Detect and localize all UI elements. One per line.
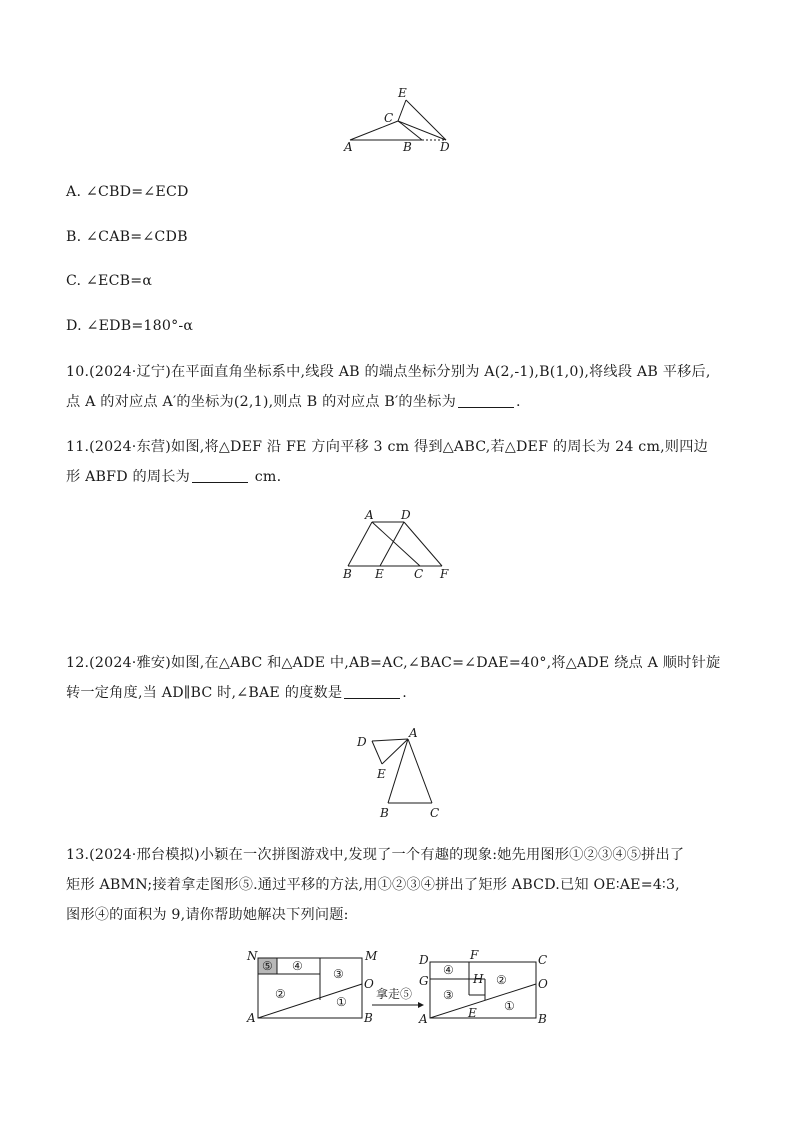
option-c: C. ∠ECB=α <box>66 273 153 289</box>
label-B: B <box>380 806 389 820</box>
label-N: N <box>247 949 258 963</box>
figure-rotated-triangles <box>350 724 450 820</box>
label-C: C <box>538 953 548 967</box>
label-D: D <box>419 953 429 967</box>
piece-4: ④ <box>292 959 303 973</box>
q10-line2-text: 点 A 的对应点 A′的坐标为(2,1),则点 B 的对应点 B′的坐标为 <box>66 394 456 410</box>
q12-line2 <box>66 683 407 703</box>
piece-3: ③ <box>333 967 344 981</box>
q13-line3: 图形④的面积为 9,请你帮助她解决下列问题: <box>66 907 349 923</box>
piece-1: ① <box>336 995 347 1009</box>
label-F: F <box>470 948 479 962</box>
label-E: E <box>398 86 407 100</box>
label-B: B <box>364 1011 373 1025</box>
q10-line1: 10.(2024·辽宁)在平面直角坐标系中,线段 AB 的端点坐标分别为 A(2,-1),B(1,0),将线段 AB 平移后, <box>66 364 711 380</box>
figure-rectangle-puzzle <box>242 948 562 1030</box>
label-F: F <box>440 567 449 581</box>
q10-line2-end: . <box>515 394 521 410</box>
label-O: O <box>364 977 374 991</box>
label-E: E <box>468 1006 477 1020</box>
q13-line1: 13.(2024·邢台模拟)小颖在一次拼图游戏中,发现了一个有趣的现象:她先用图形①②③④⑤拼出了 <box>66 847 685 863</box>
label-O: O <box>538 977 548 991</box>
label-H: H <box>473 972 484 986</box>
label-D: D <box>440 140 450 154</box>
q10-line2 <box>66 392 521 412</box>
label-C: C <box>430 806 440 820</box>
piece-5: ⑤ <box>262 959 273 973</box>
label-D: D <box>401 508 411 522</box>
label-E: E <box>377 767 386 781</box>
label-D: D <box>357 735 367 749</box>
piece-1: ① <box>504 999 515 1013</box>
label-B: B <box>343 567 352 581</box>
q11-line2-end: cm. <box>250 469 282 485</box>
arrow-label: 拿走⑤ <box>376 987 413 1001</box>
label-C: C <box>384 111 394 125</box>
label-A: A <box>344 140 353 154</box>
option-b: B. ∠CAB=∠CDB <box>66 229 188 245</box>
label-A: A <box>247 1011 256 1025</box>
q12-line2-end: . <box>402 685 407 701</box>
label-C: C <box>414 567 424 581</box>
piece-3: ③ <box>443 988 454 1002</box>
label-B: B <box>538 1012 547 1026</box>
figure-triangle-ecd <box>336 84 466 156</box>
figure-translated-triangles <box>336 506 460 584</box>
q11-line2-text: 形 ABFD 的周长为 <box>66 469 191 485</box>
label-A: A <box>365 508 374 522</box>
label-A: A <box>419 1012 428 1026</box>
piece-4: ④ <box>443 963 454 977</box>
label-G: G <box>419 974 429 988</box>
q10-answer-blank[interactable] <box>458 393 514 408</box>
piece-2: ② <box>275 987 286 1001</box>
option-a: A. ∠CBD=∠ECD <box>66 184 189 200</box>
option-d: D. ∠EDB=180°-α <box>66 318 194 334</box>
q11-line2 <box>66 467 281 487</box>
q12-line1: 12.(2024·雅安)如图,在△ABC 和△ADE 中,AB=AC,∠BAC=∠DAE=40°,将△ADE 绕点 A 顺时针旋 <box>66 655 721 671</box>
q13-line2: 矩形 ABMN;接着拿走图形⑤.通过平移的方法,用①②③④拼出了矩形 ABCD.已知 OE∶AE=4∶3, <box>66 877 680 893</box>
label-A: A <box>409 726 418 740</box>
q12-line2-text: 转一定角度,当 AD∥BC 时,∠BAE 的度数是 <box>66 685 343 701</box>
q11-line1: 11.(2024·东营)如图,将△DEF 沿 FE 方向平移 3 cm 得到△ABC,若△DEF 的周长为 24 cm,则四边 <box>66 439 708 455</box>
label-M: M <box>365 949 378 963</box>
q12-answer-blank[interactable] <box>344 684 400 699</box>
piece-2: ② <box>496 973 507 987</box>
label-E: E <box>375 567 384 581</box>
q11-answer-blank[interactable] <box>192 468 248 483</box>
label-B: B <box>403 140 412 154</box>
